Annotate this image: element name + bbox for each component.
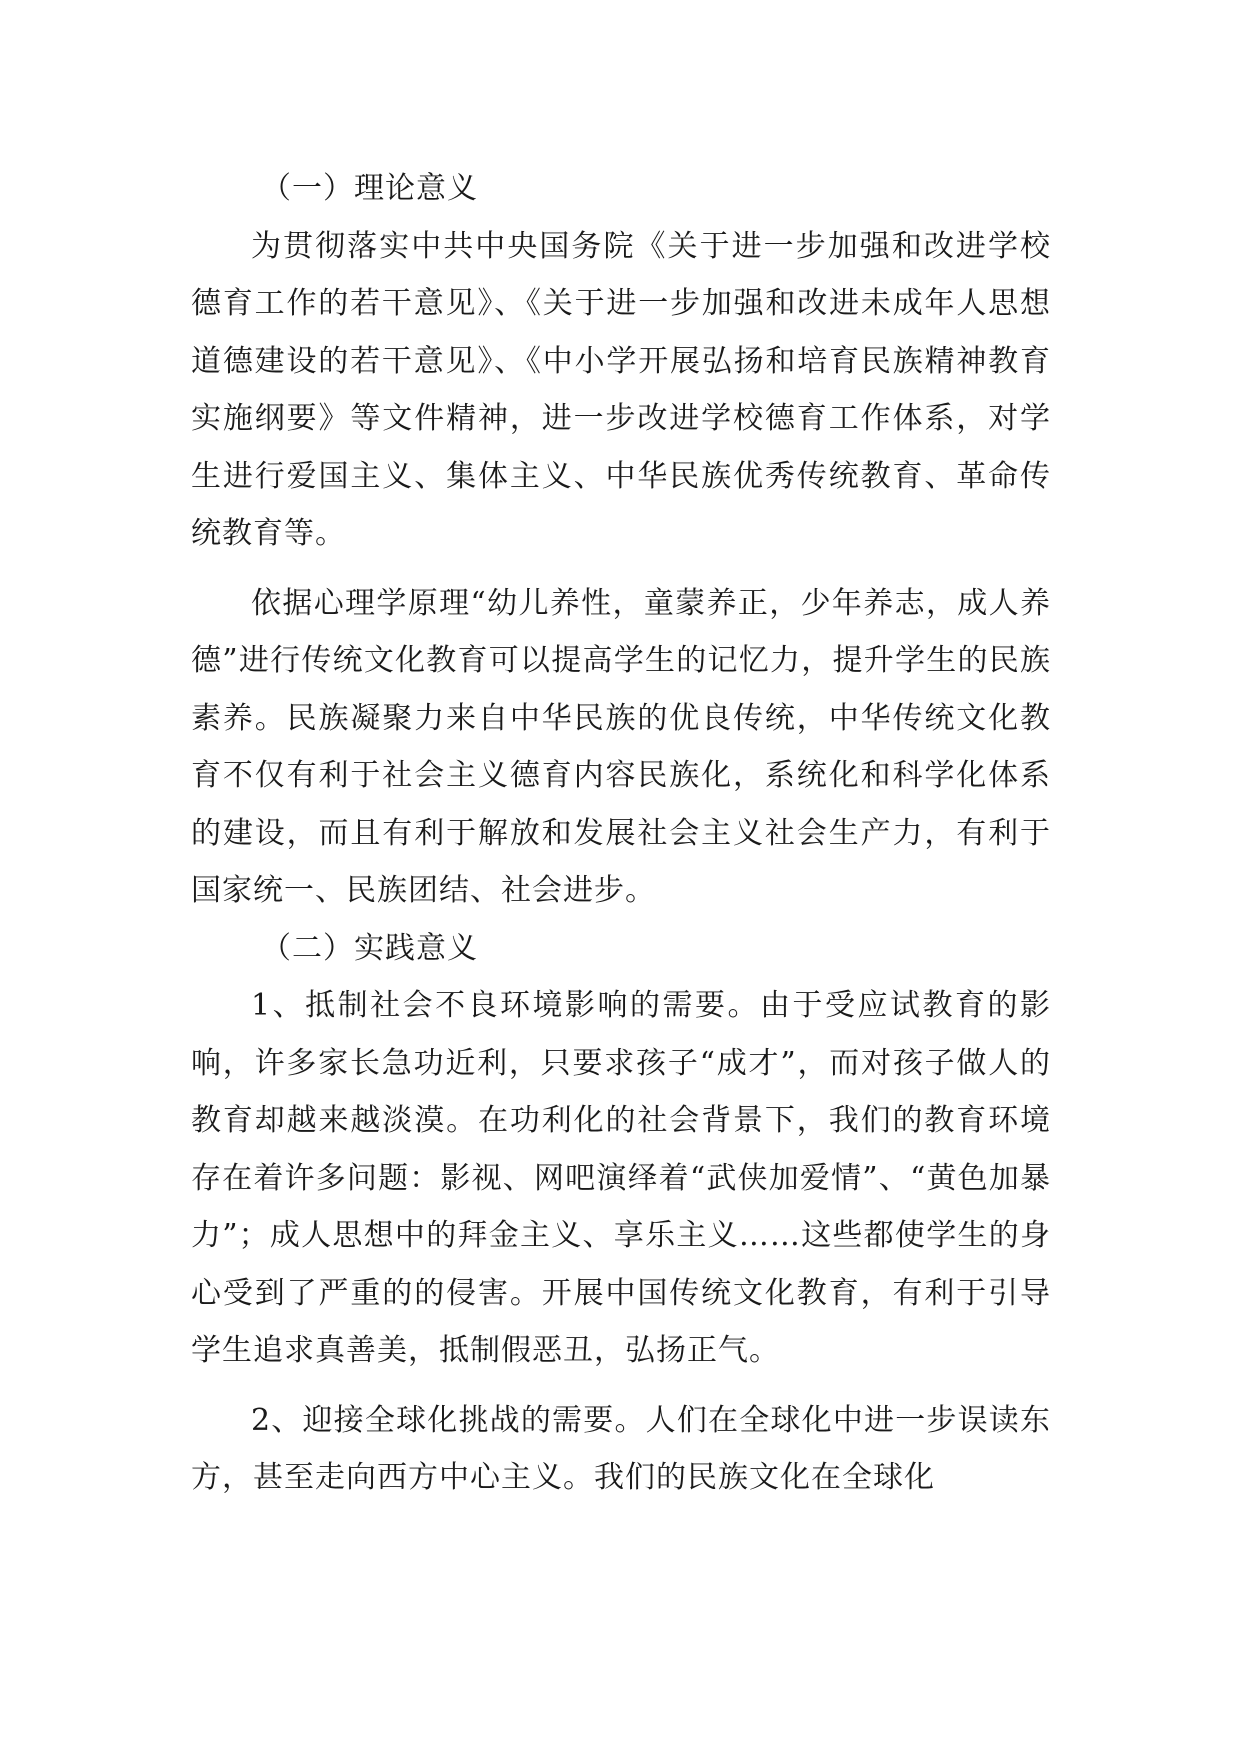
paragraph-policy-basis: 为贯彻落实中共中央国务院《关于进一步加强和改进学校德育工作的若干意见》、《关于进一步加强和改进未成年人思想道德建设的若干意见》、《中小学开展弘扬和培育民族精神教育实施纲要》等文件精神，进一步改进学校德育工作体系，对学生进行爱国主义、集体主义、中华民族优秀传统教育、革命传统教育等。	[191, 228, 1051, 551]
section-heading-theory: （一）理论意义	[261, 171, 478, 206]
paragraph-gap	[191, 563, 1051, 575]
document-body	[191, 160, 1051, 1507]
paragraph-gap	[191, 1380, 1051, 1392]
paragraph-resist-bad-influence: 1、抵制社会不良环境影响的需要。由于受应试教育的影响，许多家长急功近利，只要求孩子“成才”，而对孩子做人的教育却越来越淡漠。在功利化的社会背景下，我们的教育环境存在着许多问题：影视、网吧演绎着“武侠加爱情”、“黄色加暴力”；成人思想中的拜金主义、享乐主义……这些都使学生的身心受到了严重的的侵害。开展中国传统文化教育，有利于引导学生追求真善美，抵制假恶丑，弘扬正气。	[191, 988, 1051, 1368]
paragraph-psychology-basis: 依据心理学原理“幼儿养性，童蒙养正，少年养志，成人养德”进行传统文化教育可以提高学生的记忆力，提升学生的民族素养。民族凝聚力来自中华民族的优良传统，中华传统文化教育不仅有利于社会主义德育内容民族化，系统化和科学化体系的建设，而且有利于解放和发展社会主义社会生产力，有利于国家统一、民族团结、社会进步。	[191, 585, 1051, 908]
paragraph-globalization-challenge: 2、迎接全球化挑战的需要。人们在全球化中进一步误读东方，甚至走向西方中心主义。我们的民族文化在全球化	[191, 1402, 1051, 1495]
section-heading-practice: （二）实践意义	[261, 930, 478, 966]
